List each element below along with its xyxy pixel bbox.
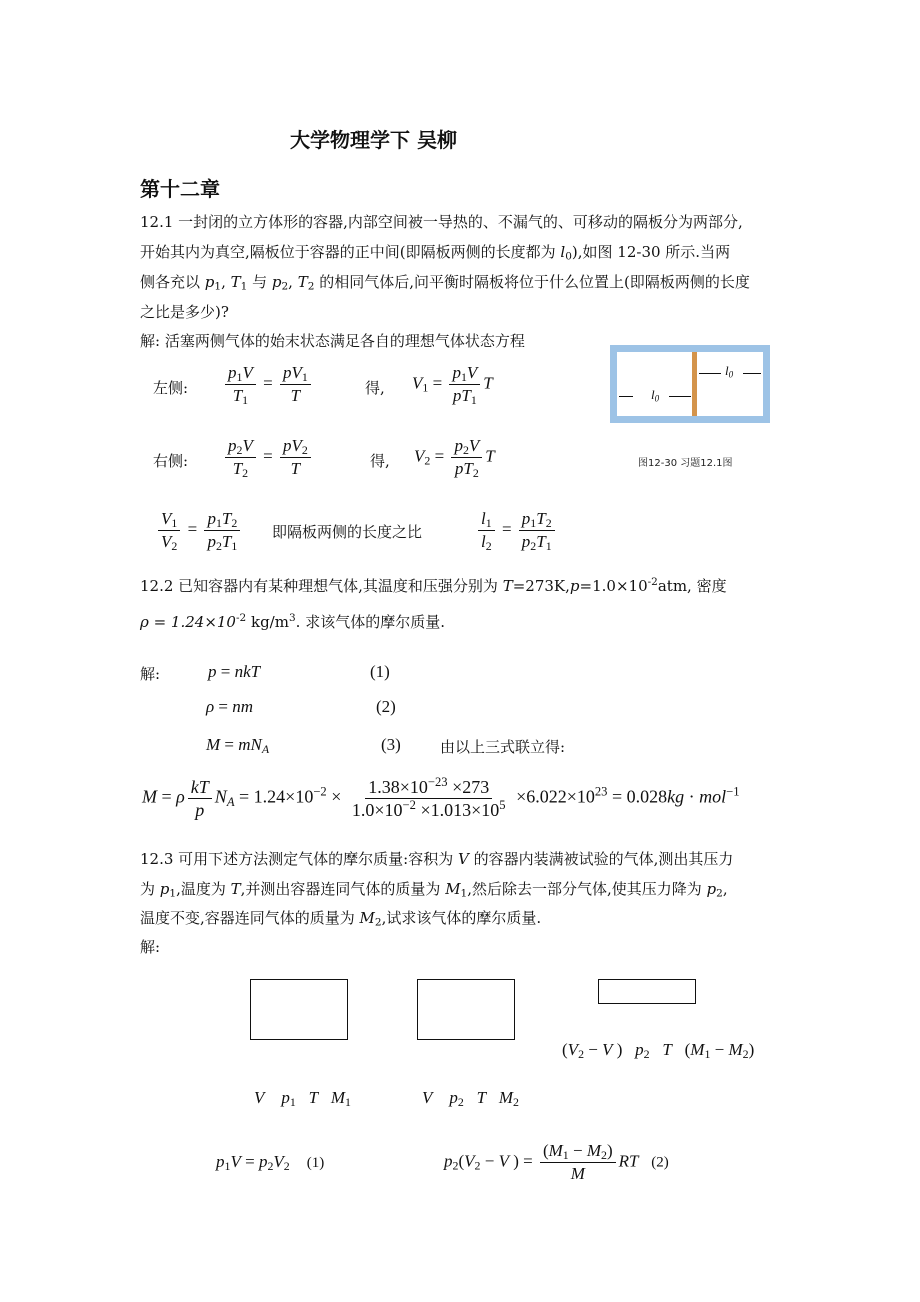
l0-left-label: $l_0$ (651, 387, 660, 404)
container-removed-gas (598, 979, 696, 1004)
equation-p1v-p2v2: $p_1V = p_2V_2$ (1) (216, 1152, 325, 1173)
left-arrow-line-2 (669, 396, 691, 397)
de-label-2: 得, (370, 452, 390, 470)
solution-12-2-label: 解: (140, 665, 161, 683)
partition-plate (692, 352, 697, 416)
equation-p-nkt: p = nkT (208, 662, 261, 681)
page-title: 大学物理学下 吴柳 (290, 128, 457, 152)
equation-removed-gas: $p_2(V_2 - V$ ) = $\frac{(M_1 - M_2)}{M}$ RT (2) (444, 1141, 669, 1183)
v1-equation: $V_1$ = $\frac{p_1V}{pT_1}$ T (412, 363, 493, 407)
removed-gas-state-label: ($V_2 - V$ ) $p_2$ T $(M_1 - M_2)$ (562, 1040, 755, 1061)
equation-number-3: (3) (381, 735, 401, 754)
problem-12-3-line-3: 温度不变,容器连同气体的质量为 $M_2$,试求该气体的摩尔质量. (140, 909, 542, 929)
left-side-label: 左侧: (153, 379, 189, 397)
ratio-text: 即隔板两侧的长度之比 (272, 523, 423, 541)
equation-number-2: (2) (376, 697, 396, 716)
combine-text: 由以上三式联立得: (440, 738, 566, 756)
length-ratio-equation: $\frac{l_1}{l_2}$ = $\frac{p_1T_2}{p_2T_1}$ (475, 508, 558, 553)
problem-12-2-line-1: 12.2 已知容器内有某种理想气体,其温度和压强分别为 $T=273K,p=1.0\times 10^{-2}atm$, 密度 (140, 576, 727, 595)
solution-12-3-label: 解: (140, 938, 161, 956)
problem-12-3-line-1: 12.3 可用下述方法测定气体的摩尔质量:容积为 V 的容器内装满被试验的气体,测出其压力 (140, 850, 734, 868)
equation-rho-nm: ρ = nm (206, 697, 254, 716)
figure-12-30 (610, 345, 770, 423)
container-state-2 (417, 979, 515, 1040)
left-side-equation: $\frac{p_1V}{T_1}$ = $\frac{pV_1}{T}$ (222, 362, 314, 407)
solution-12-1-intro: 解: 活塞两侧气体的始末状态满足各自的理想气体状态方程 (140, 332, 525, 350)
problem-12-1-line-3: 侧各充以 $p_1$, $T_1$ 与 $p_2$, $T_2$ 的相同气体后,问平衡时隔板将位于什么位置上(即隔板两侧的长度 (140, 273, 750, 293)
equation-m-mna: $M = mN_A$ (206, 735, 270, 756)
equation-number-1: (1) (370, 662, 390, 681)
figure-caption: 图12-30 习题12.1图 (638, 458, 733, 469)
container-state-1 (250, 979, 348, 1040)
state-1-label: V $p_1$ T $M_1$ (254, 1088, 351, 1109)
de-label-1: 得, (365, 379, 385, 397)
chapter-title: 第十二章 (140, 177, 220, 201)
problem-12-1-line-1: 12.1 一封闭的立方体形的容器,内部空间被一导热的、不漏气的、可移动的隔板分为两部分, (140, 213, 743, 231)
molar-mass-result-equation: M = ρ $\frac{kT}{p}$ $N_A = 1.24\times 10^{-2}$ × $\frac{1.38\times 10^{-23} \times 273}{1.0\times 10^{-2} \times 1.013\times 10^5}$ $\times 6.022\times 10^{23} = 0.028kg \cdot mol^{-1}$ (142, 775, 740, 820)
l0-right-label: $l_0$ (725, 363, 734, 380)
right-arrow-line (699, 373, 721, 374)
right-arrow-line-2 (743, 373, 761, 374)
problem-12-1-line-4: 之比是多少)? (140, 303, 229, 321)
v2-equation: $V_2$ = $\frac{p_2V}{pT_2}$ T (414, 436, 495, 480)
left-arrow-line (619, 396, 633, 397)
right-side-equation: $\frac{p_2V}{T_2}$ = $\frac{pV_2}{T}$ (222, 435, 314, 480)
problem-12-2-line-2: $\rho = 1.24\times 10^{-2}$ $kg/m^3$. 求该气体的摩尔质量. (140, 612, 445, 631)
problem-12-3-line-2: 为 $p_1$,温度为 T,并测出容器连同气体的质量为 $M_1$,然后除去一部分气体,使其压力降为 $p_2$, (140, 880, 728, 900)
right-side-label: 右侧: (153, 452, 189, 470)
problem-12-1-line-2: 开始其内为真空,隔板位于容器的正中间(即隔板两侧的长度都为 $l_0$),如图 12-30 所示.当两 (140, 243, 731, 263)
state-2-label: V $p_2$ T $M_2$ (422, 1088, 519, 1109)
volume-ratio-equation: $\frac{V_1}{V_2}$ = $\frac{p_1T_2}{p_2T_1}$ (155, 508, 243, 553)
